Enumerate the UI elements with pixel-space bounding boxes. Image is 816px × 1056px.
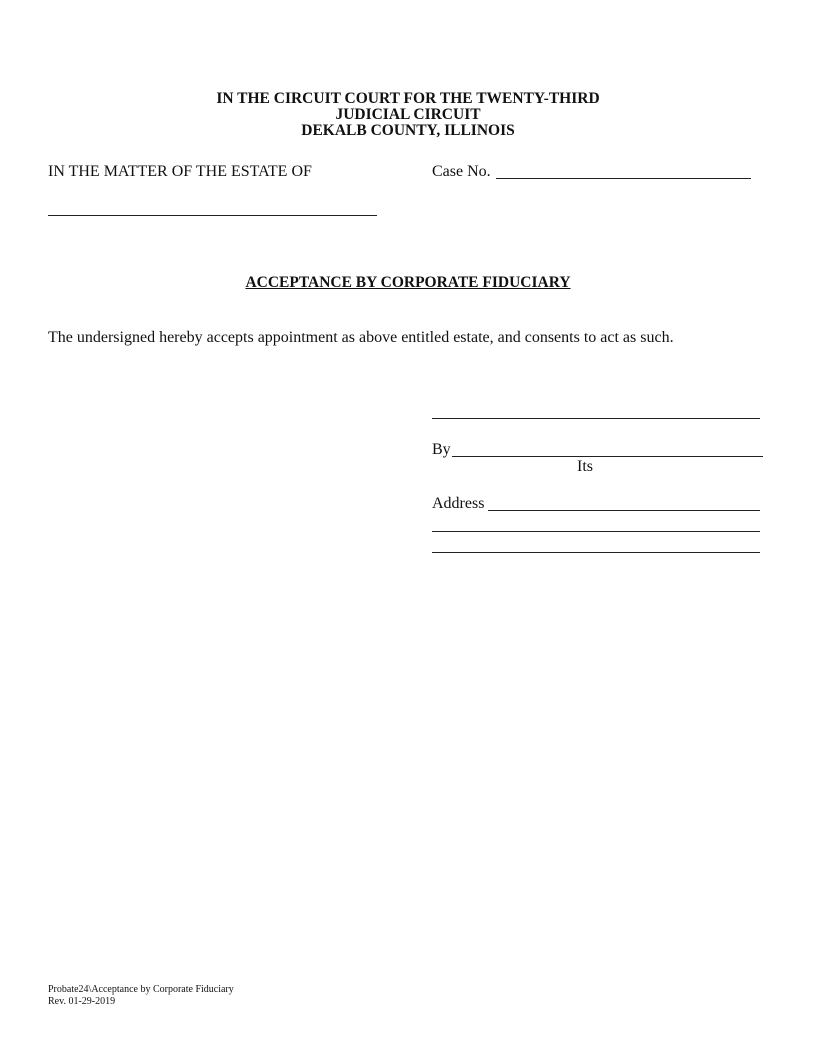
by-signature-field[interactable]: [452, 456, 763, 457]
address-field-1[interactable]: [488, 510, 760, 511]
document-title: ACCEPTANCE BY CORPORATE FIDUCIARY: [245, 274, 571, 291]
court-header-line2: JUDICIAL CIRCUIT: [335, 106, 481, 123]
acceptance-statement: The undersigned hereby accepts appointment as above entitled estate, and consents to act as such.: [48, 329, 674, 346]
footer-revision: Rev. 01-29-2019: [48, 996, 116, 1007]
footer-form-id: Probate24\Acceptance by Corporate Fiduciary: [48, 984, 234, 995]
address-label: Address: [432, 495, 485, 512]
estate-name-field[interactable]: [48, 215, 377, 216]
its-label: Its: [577, 458, 593, 475]
address-field-2[interactable]: [432, 531, 760, 532]
estate-of-label: IN THE MATTER OF THE ESTATE OF: [48, 163, 312, 180]
case-number-field[interactable]: [496, 178, 751, 179]
court-header-line1: IN THE CIRCUIT COURT FOR THE TWENTY-THIRD: [216, 90, 600, 107]
court-header-line3: DEKALB COUNTY, ILLINOIS: [301, 122, 515, 139]
case-number-label: Case No.: [432, 163, 491, 180]
by-label: By: [432, 441, 451, 458]
fiduciary-name-field[interactable]: [432, 418, 760, 419]
address-field-3[interactable]: [432, 552, 760, 553]
